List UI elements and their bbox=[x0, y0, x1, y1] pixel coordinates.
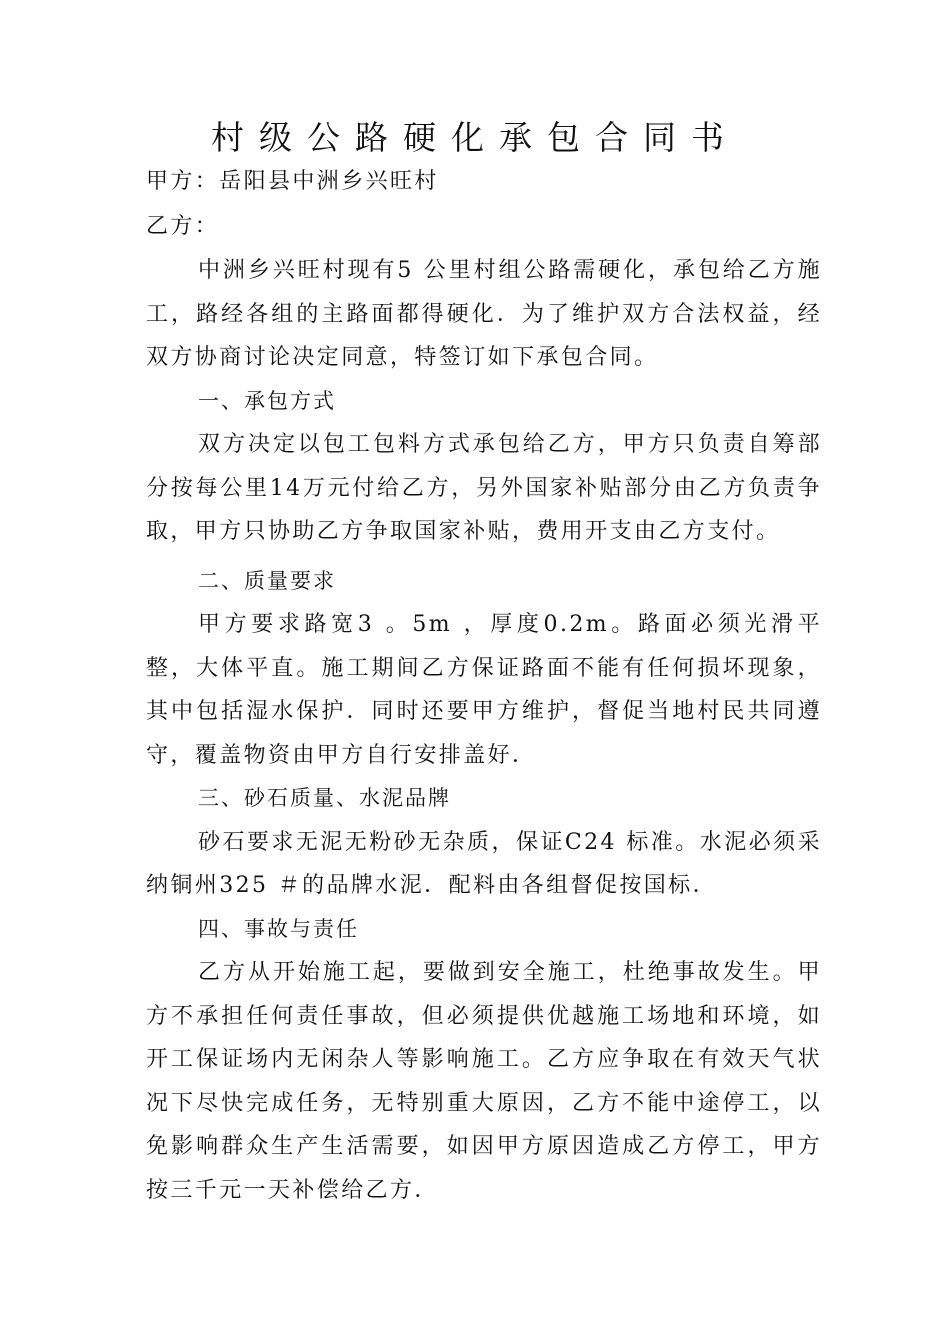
section-heading: 一、承包方式 bbox=[198, 388, 336, 413]
section-body: 砂石要求无泥无粉砂无杂质，保证C24 标准。水泥必须采纳铜州325 ＃的品牌水泥．配料由各组督促按国标． bbox=[146, 829, 822, 898]
party-a: 甲方：岳阳县中洲乡兴旺村 bbox=[146, 169, 439, 194]
section-body: 双方决定以包工包料方式承包给乙方，甲方只负责自筹部分按每公里14万元付给乙方，另外国家补贴部分由乙方负责争取，甲方只协助乙方争取国家补贴，费用开支由乙方支付。 bbox=[146, 432, 822, 544]
section-heading: 二、质量要求 bbox=[198, 568, 336, 593]
section-heading: 四、事故与责任 bbox=[198, 916, 359, 941]
section-heading: 三、砂石质量、水泥品牌 bbox=[198, 786, 451, 810]
party-b: 乙方： bbox=[146, 213, 220, 239]
document-title: 村级公路硬化承包合同书 bbox=[211, 118, 739, 157]
section-body: 乙方从开始施工起，要做到安全施工，杜绝事故发生。甲方不承担任何责任事故，但必须提供优越施工场地和环境，如开工保证场内无闲杂人等影响施工。乙方应争取在有效天气状况下尽快完成任务，无特别重大原因，乙方不能中途停工，以免影响群众生产生活需要，如因甲方原因造成乙方停工，甲方按三千元一天补偿给乙方． bbox=[146, 960, 822, 1203]
document-body bbox=[146, 160, 822, 1212]
intro-paragraph: 中洲乡兴旺村现有5 公里村组公路需硬化，承包给乙方施工，路经各组的主路面都得硬化．为了维护双方合法权益，经双方协商讨论决定同意，特签订如下承包合同。 bbox=[146, 258, 822, 370]
section-body: 甲方要求路宽3 。5m ，厚度0.2m。路面必须光滑平整，大体平直。施工期间乙方保证路面不能有任何损坏现象，其中包括湿水保护．同时还要甲方维护，督促当地村民共同遵守，覆盖物资由甲方自行安排盖好． bbox=[146, 612, 822, 768]
